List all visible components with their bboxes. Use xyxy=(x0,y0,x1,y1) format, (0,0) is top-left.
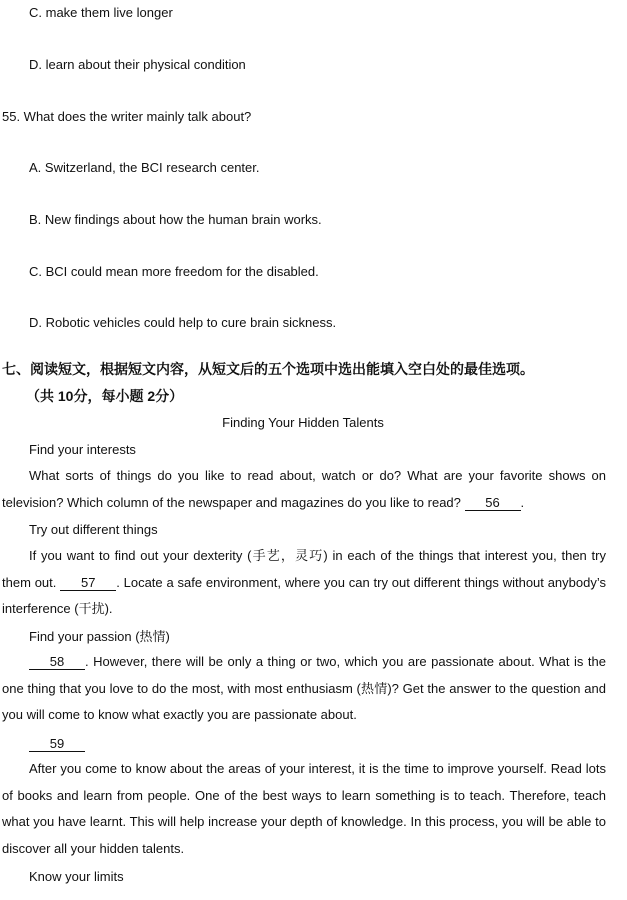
paragraph-2 xyxy=(2,543,606,623)
q55-option-a: A. Switzerland, the BCI research center. xyxy=(29,160,260,175)
section-subtitle: （共 10分，每小题 2分） xyxy=(26,388,184,404)
paragraph-1-text: What sorts of things do you like to read about, watch or do? What are your favorite shows on television? Which column of the newspaper and magazines do you like to read? xyxy=(2,468,606,510)
paragraph-1-end: . xyxy=(520,494,525,510)
blank-59[interactable]: 59 xyxy=(29,736,85,752)
blank-58[interactable]: 58 xyxy=(29,654,85,670)
q55-option-c: C. BCI could mean more freedom for the disabled. xyxy=(29,264,319,279)
blank-59-line xyxy=(29,736,85,752)
passage-title: Finding Your Hidden Talents xyxy=(222,415,384,430)
q55-option-d: D. Robotic vehicles could help to cure brain sickness. xyxy=(29,315,337,330)
paragraph-2-text: If you want to find out your dexterity (手艺，灵巧) in each of the things that interest you, then try them out. xyxy=(2,548,606,590)
paragraph-4: After you come to know about the areas of your interest, it is the time to improve yourself. Read lots of books and learn from people. One of the best ways to learn something is to teach. Therefore, teach what you have learnt. This will help increase your depth of knowledge. In this process, you will be able to discover all your hidden talents. xyxy=(2,761,606,856)
heading-find-interests: Find your interests xyxy=(29,442,136,457)
paragraph-1 xyxy=(2,463,606,516)
q54-option-c: C. make them live longer xyxy=(29,5,173,20)
blank-57[interactable]: 57 xyxy=(60,575,116,591)
heading-find-passion: Find your passion (热情) xyxy=(29,629,170,644)
paragraph-3 xyxy=(2,649,606,729)
heading-try-different: Try out different things xyxy=(29,522,158,537)
paragraph-3-end: . However, there will be only a thing or two, which you are passionate about. What is the one thing that you love to do the most, with most enthusiasm (热情)? Get the answer to the question and you will come to know what exactly you are passionate about. xyxy=(2,654,606,722)
blank-56[interactable]: 56 xyxy=(465,495,521,511)
paragraph-2-end: . Locate a safe environment, where you can try out different things without anybody’s interference (干扰). xyxy=(2,574,607,616)
section-title: 七、阅读短文，根据短文内容，从短文后的五个选项中选出能填入空白处的最佳选项。 xyxy=(2,361,534,377)
q54-option-d: D. learn about their physical condition xyxy=(29,57,246,72)
q55-option-b: B. New findings about how the human brain works. xyxy=(29,212,322,227)
heading-know-limits: Know your limits xyxy=(29,869,124,884)
q55-question: 55. What does the writer mainly talk about? xyxy=(2,109,252,124)
